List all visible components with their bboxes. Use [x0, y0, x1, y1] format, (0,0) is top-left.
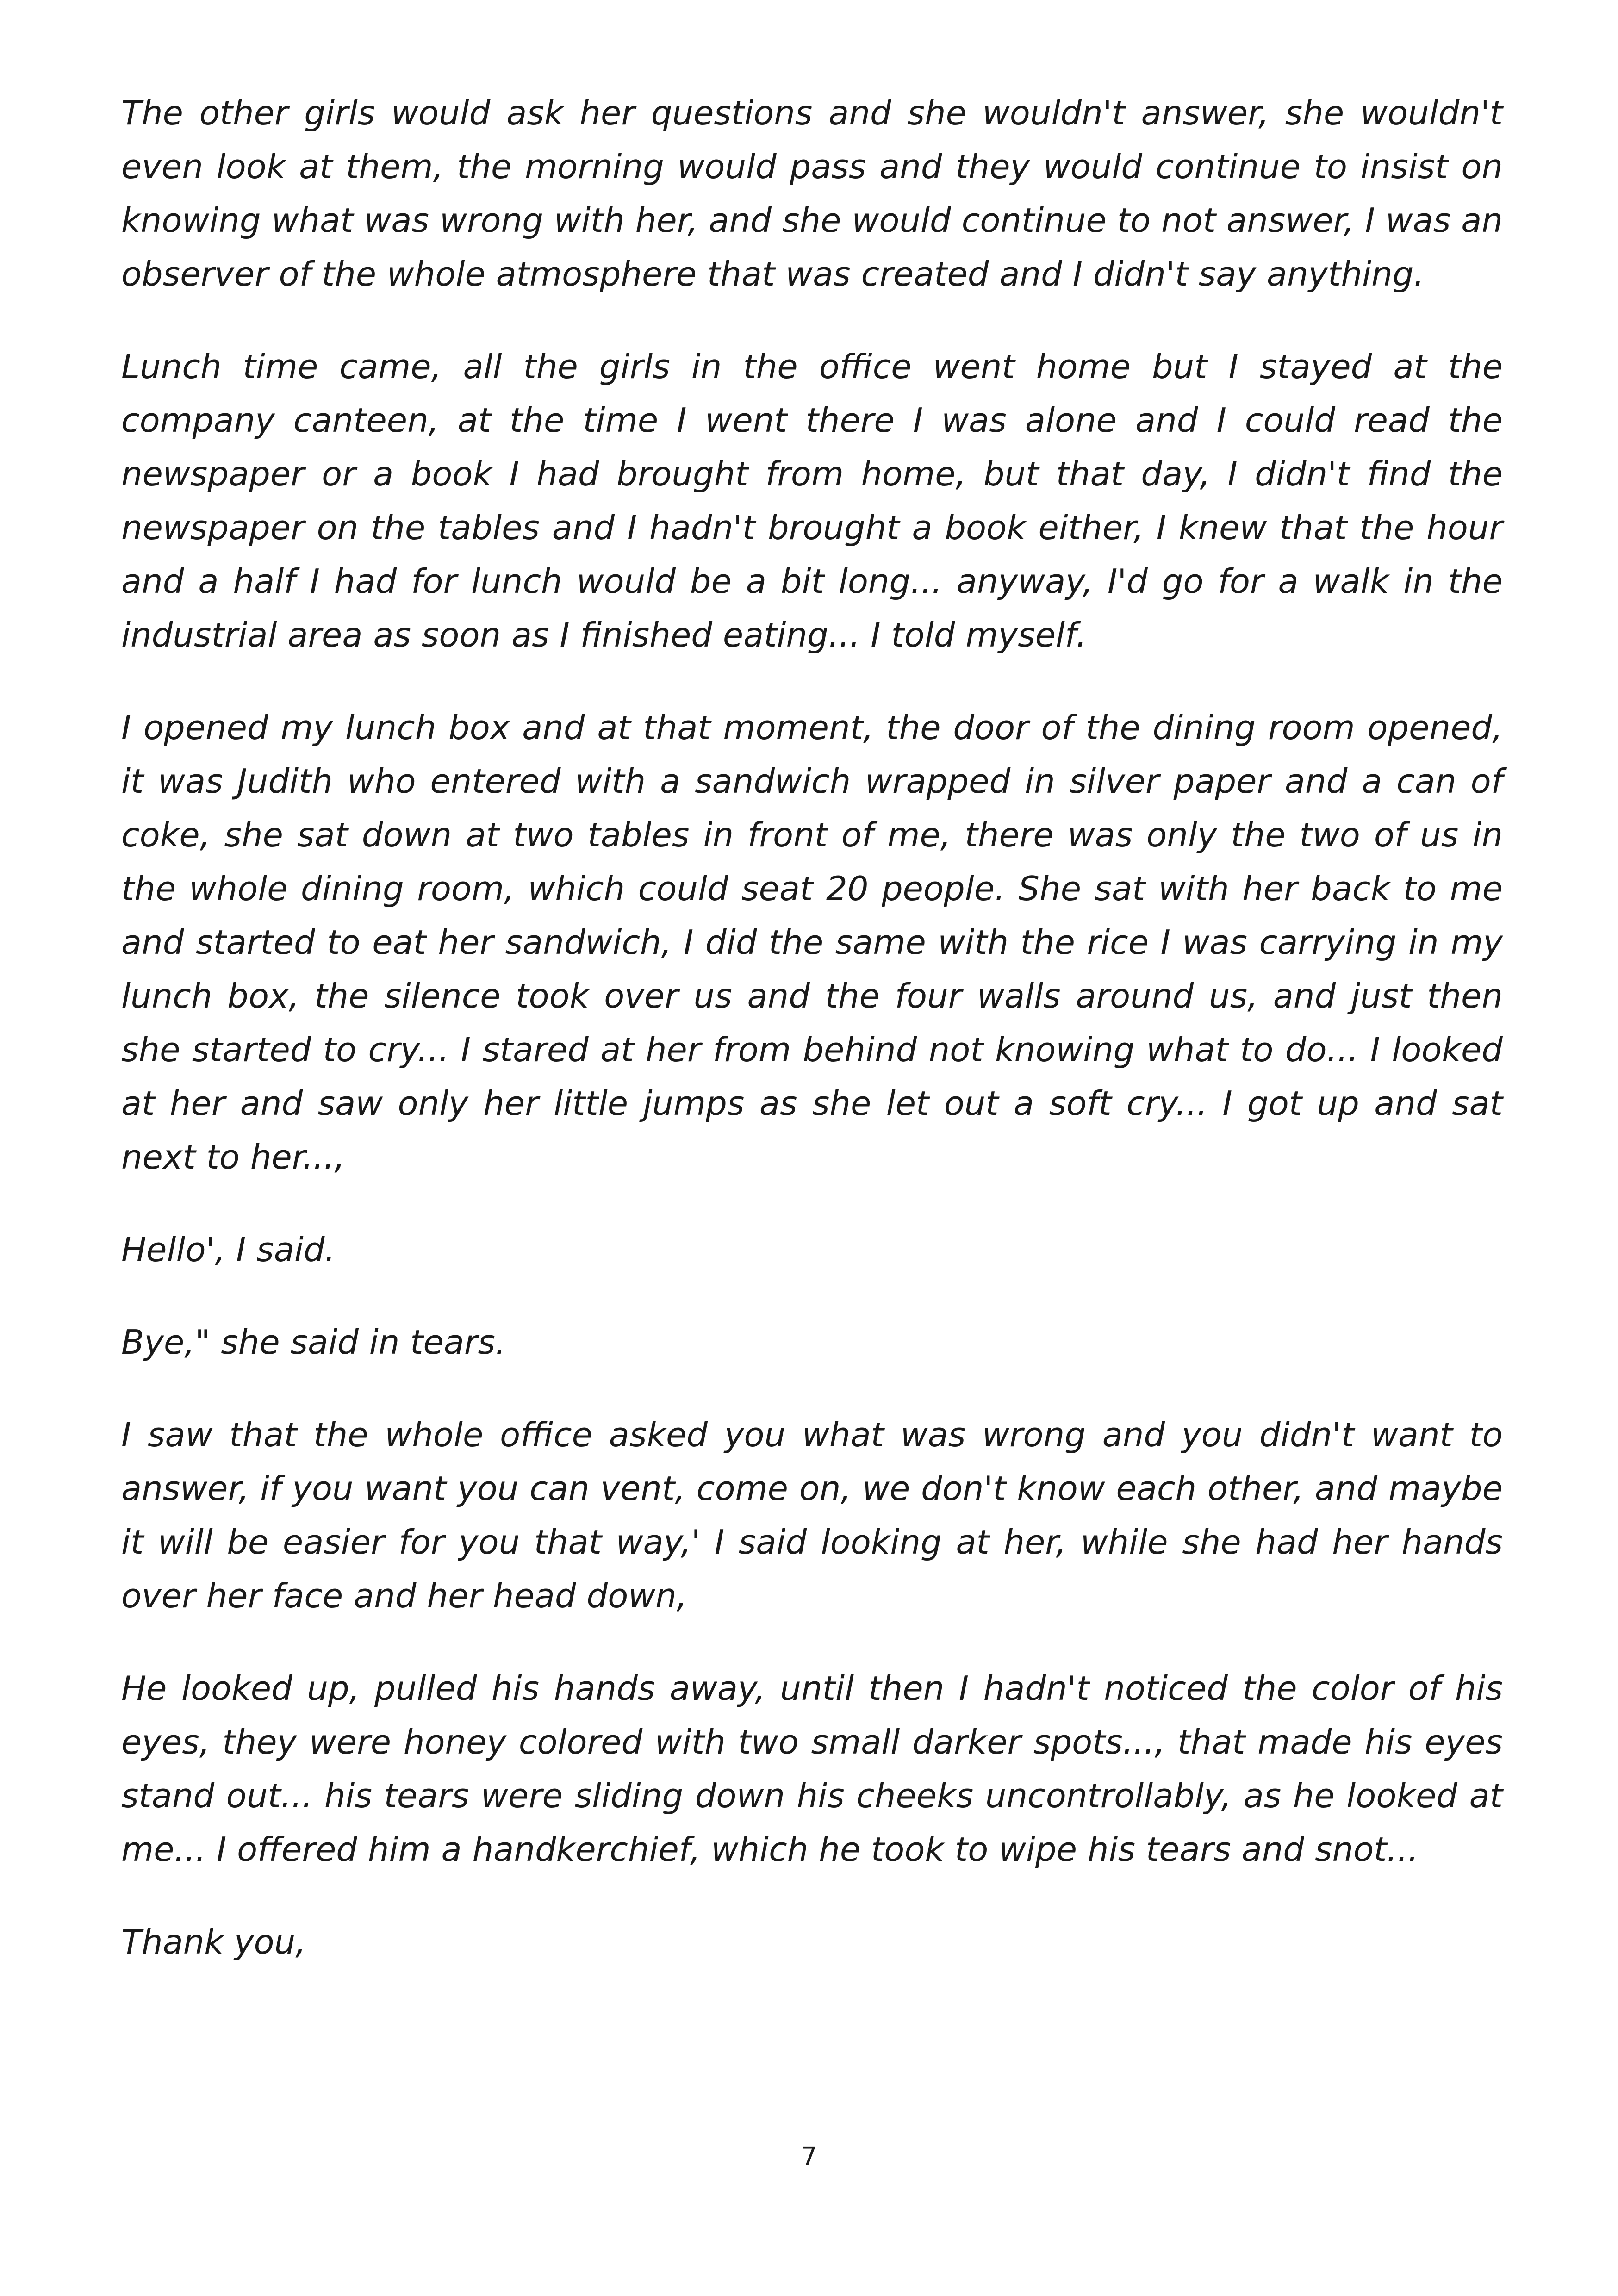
paragraph: Bye," she said in tears.: [121, 1323, 506, 1362]
paragraph: I opened my lunch box and at that moment, the door of the dining room opened, it was Judith who entered with a sandwich wrapped in silver paper and a can of coke, she sat down at two tables in front of me, there was only the two of us in the whole dining room, which could seat 20 people. She sat with her back to me and started to eat her sandwich, I did the same with the rice I was carrying in my lunch box, the silence took over us and the four walls around us, and just then she started to cry... I stared at her from behind not knowing what to do... I looked at her and saw only her little jumps as she let out a soft cry... I got up and sat next to her...,: [121, 708, 1503, 1176]
paragraph: Lunch time came, all the girls in the office went home but I stayed at the company canteen, at the time I went there I was alone and I could read the newspaper or a book I had brought from home, but that day, I didn't find the newspaper on the tables and I hadn't brought a book either, I knew that the hour and a half I had for lunch would be a bit long... anyway, I'd go for a walk in the industrial area as soon as I finished eating... I told myself.: [121, 347, 1503, 654]
paragraph: Thank you,: [121, 1923, 306, 1961]
paragraph: Hello', I said.: [121, 1230, 336, 1269]
page-number: 7: [801, 2142, 817, 2172]
paragraph: I saw that the whole office asked you what was wrong and you didn't want to answer, if you want you can vent, come on, we don't know each other, and maybe it will be easier for you that way,' I said looking at her, while she had her hands over her face and her head down,: [121, 1415, 1503, 1615]
paragraph: The other girls would ask her questions and she wouldn't answer, she wouldn't even look at them, the morning would pass and they would continue to insist on knowing what was wrong with her, and she would continue to not answer, I was an observer of the whole atmosphere that was created and I didn't say anything.: [121, 93, 1503, 293]
paragraph: He looked up, pulled his hands away, until then I hadn't noticed the color of his eyes, they were honey colored with two small darker spots..., that made his eyes stand out... his tears were sliding down his cheeks uncontrollably, as he looked at me... I offered him a handkerchief, which he took to wipe his tears and snot...: [121, 1669, 1503, 1869]
body-text: [121, 86, 1503, 2008]
